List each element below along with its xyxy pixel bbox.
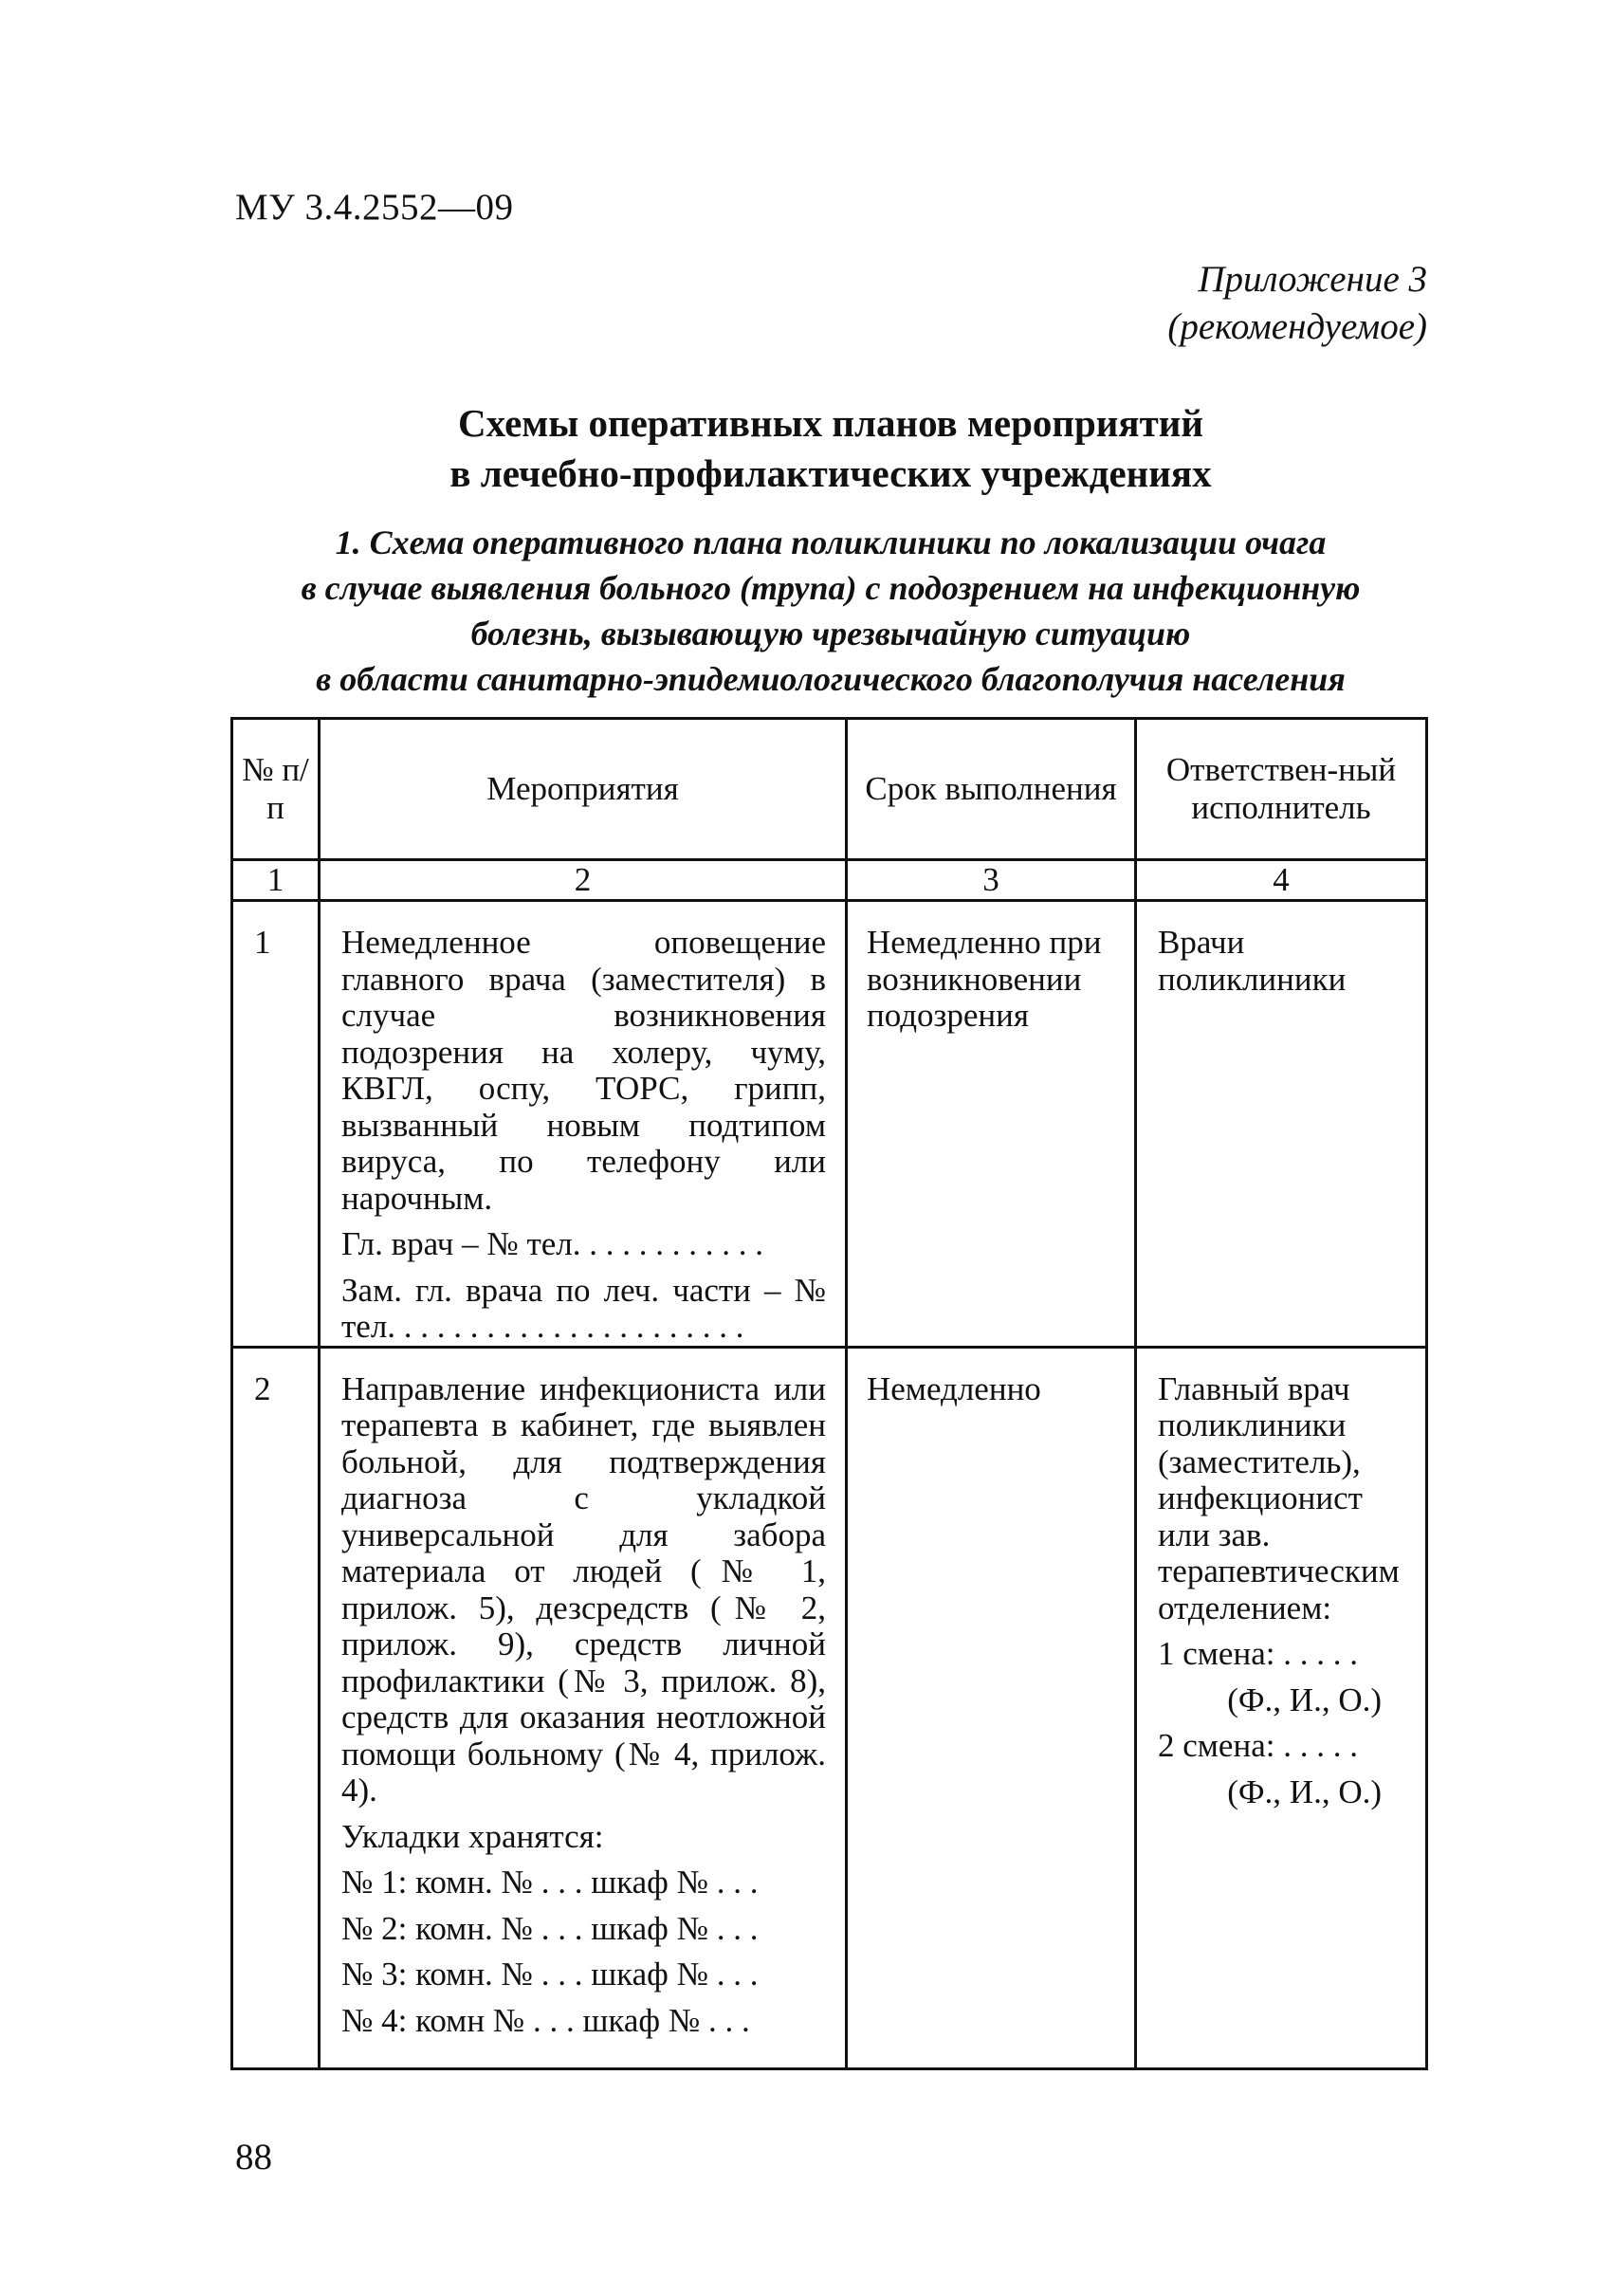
page-number: 88 <box>235 2137 272 2177</box>
section-title-line: в случае выявления больного (трупа) с подозрением на инфекционную <box>301 569 1361 607</box>
main-title-line: Схемы оперативных планов мероприятий <box>458 401 1203 445</box>
row-measure <box>320 901 847 1348</box>
shift-line: 2 смена: . . . . . <box>1158 1727 1358 1764</box>
row-responsible <box>1136 1347 1427 2068</box>
storage-line: № 2: комн. № . . . шкаф № . . . <box>341 1909 759 1947</box>
storage-line: № 1: комн. № . . . шкаф № . . . <box>341 1864 759 1901</box>
storage-title: Укладки хранятся: <box>341 1817 604 1855</box>
row-number: 1 <box>232 901 320 1348</box>
section-title-line: в области санитарно-эпидемиологического благополучия населения <box>316 660 1346 698</box>
shift-line: 1 смена: . . . . . <box>1158 1635 1358 1672</box>
main-title <box>235 398 1426 499</box>
shift-fio: (Ф., И., О.) <box>1227 1681 1382 1718</box>
column-number: 1 <box>232 860 320 901</box>
section-title-line: 1. Схема оперативного плана поликлиники по локализации очага <box>335 523 1327 561</box>
header-number: № п/п <box>232 719 320 860</box>
main-title-line: в лечебно-профилактических учреждениях <box>449 451 1212 495</box>
row-measure <box>320 1347 847 2068</box>
measure-text: Направление инфекциониста или терапевта в кабинет, где выявлен больной, для подтверждения диагноза с укладкой универсальной для забора материала от людей (№ 1, прилож. 5), дезсредств (№ 2, прилож. 9), средств личной профилактики (№ 3, прилож. 8), средств для оказания неотложной помощи больному (№ 4, прилож. 4). <box>341 1369 826 1809</box>
appendix-label <box>1167 256 1427 351</box>
row-deadline: Немедленно <box>847 1347 1136 2068</box>
table-row <box>232 1347 1427 2068</box>
header-measures: Мероприятия <box>320 719 847 860</box>
column-number: 4 <box>1136 860 1427 901</box>
appendix-number: Приложение 3 <box>1198 259 1427 300</box>
header-deadline: Срок выполнения <box>847 719 1136 860</box>
table-row <box>232 901 1427 1348</box>
measures-table <box>230 717 1428 2070</box>
row-number: 2 <box>232 1347 320 2068</box>
storage-line: № 3: комн. № . . . шкаф № . . . <box>341 1956 759 1993</box>
responsible-text: Главный врач поликлиники (заместитель), инфекционист или зав. терапевтическим отделением: <box>1158 1369 1400 1626</box>
measures-table-container <box>230 717 1425 2070</box>
row-deadline: Немедленно при возникновении подозрения <box>847 901 1136 1348</box>
header-responsible: Ответствен-ный исполнитель <box>1136 719 1427 860</box>
storage-line: № 4: комн № . . . шкаф № . . . <box>341 2001 750 2039</box>
section-title <box>228 520 1434 702</box>
shift-fio: (Ф., И., О.) <box>1227 1773 1382 1810</box>
deputy-phone-line: Зам. гл. врача по леч. части – № тел. . . . . . . . . . . . . . . . . . . . . . <box>341 1271 826 1345</box>
appendix-status: (рекомендуемое) <box>1167 306 1427 347</box>
chief-phone-line: Гл. врач – № тел. . . . . . . . . . . . <box>341 1225 764 1262</box>
document-code: МУ 3.4.2552—09 <box>235 187 514 228</box>
measure-text: Немедленное оповещение главного врача (заместителя) в случае возникновения подозрения на холеру, чуму, КВГЛ, оспу, ТОРС, грипп, вызванный новым подтипом вируса, по телефону или нарочным. <box>341 924 826 1217</box>
section-title-line: болезнь, вызывающую чрезвычайную ситуацию <box>470 615 1191 652</box>
column-number: 2 <box>320 860 847 901</box>
table-header-row <box>232 719 1427 860</box>
row-responsible: Врачи поликлиники <box>1136 901 1427 1348</box>
column-number: 3 <box>847 860 1136 901</box>
column-number-row <box>232 860 1427 901</box>
